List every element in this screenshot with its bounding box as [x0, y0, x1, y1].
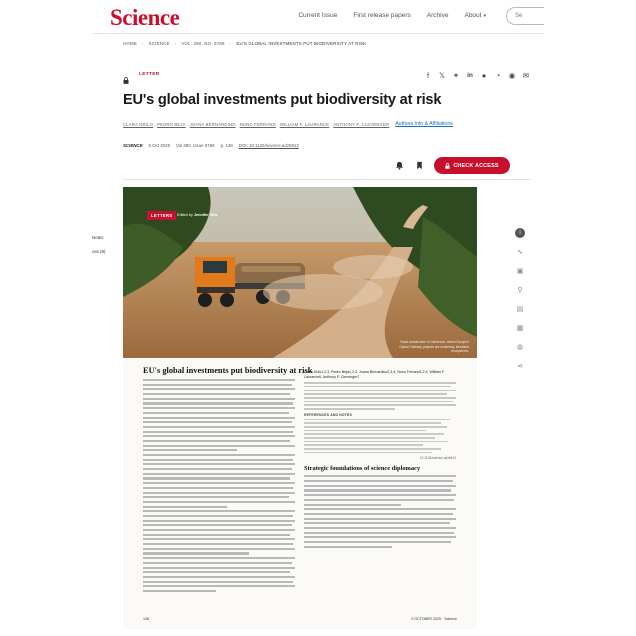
article-type-row	[123, 70, 531, 82]
edited-by-prefix: Edited by	[177, 213, 193, 217]
right-rail-tools	[513, 228, 527, 371]
journal-name[interactable]: SCIENCE	[123, 143, 143, 148]
page-headline: EU's global investments put biodiversity at risk	[143, 366, 313, 375]
author-link[interactable]: NUNO FERRAND	[239, 122, 276, 127]
x-twitter-icon[interactable]: 𝕏	[438, 70, 446, 80]
science-logo[interactable]: Science	[110, 5, 180, 30]
reddit-icon[interactable]: ●	[481, 70, 487, 80]
doi-link[interactable]: DOI: 10.1126/science.adz6913	[238, 143, 299, 148]
table-icon[interactable]: ▦	[516, 325, 524, 332]
page-folio: 138	[143, 617, 149, 621]
nav-about[interactable]	[464, 12, 486, 19]
wechat-icon[interactable]: ◔	[495, 70, 501, 80]
page-footer	[143, 617, 457, 621]
breadcrumb-separator: ›	[141, 41, 144, 46]
breadcrumb	[123, 41, 366, 46]
site-header	[92, 0, 544, 34]
left-column-text	[143, 379, 295, 595]
second-letter-headline: Strategic foundations of science diplomacy	[304, 465, 421, 473]
nav-first-release[interactable]: First release papers	[353, 12, 411, 19]
authors-info-affiliations-link[interactable]: Authors Info & Affiliations	[395, 121, 453, 127]
check-access-button[interactable]	[434, 157, 510, 174]
author-link[interactable]: CLARA GRILO	[123, 122, 154, 127]
page-number: p. 138	[220, 143, 233, 148]
affiliation-lines	[304, 382, 456, 409]
facebook-icon[interactable]: f	[426, 70, 430, 80]
article-actions	[394, 157, 510, 174]
editor-name: Jennifer Sills	[193, 213, 218, 217]
linkedin-icon[interactable]: in	[467, 71, 473, 79]
divider	[123, 179, 531, 180]
metrics-icon[interactable]: ∿	[517, 249, 523, 256]
search-input[interactable]: Se	[506, 7, 544, 25]
side-references-label[interactable]: ces (8)	[92, 249, 106, 254]
lock-icon	[123, 71, 129, 78]
nav-archive[interactable]: Archive	[426, 12, 449, 19]
link-icon[interactable]: ⚲	[517, 287, 523, 294]
bell-icon[interactable]	[394, 161, 404, 171]
side-panel-partial	[92, 231, 105, 259]
edited-by	[177, 213, 218, 217]
breadcrumb-current: EU'S GLOBAL INVESTMENTS PUT BIODIVERSITY AT RISK	[236, 41, 367, 46]
doi-stamp: 10.1126/science.adz6913	[419, 456, 456, 461]
publication-date: 9 Oct 2025	[148, 143, 171, 148]
whatsapp-icon[interactable]: ◉	[508, 70, 516, 80]
article-page-preview	[123, 187, 477, 629]
top-nav	[298, 12, 486, 19]
right-column-text	[304, 370, 456, 550]
article-title: EU's global investments put biodiversity at risk	[123, 92, 442, 108]
author-link[interactable]: JOANA BERNARDINO	[189, 122, 236, 127]
breadcrumb-separator: ›	[174, 41, 177, 46]
breadcrumb-separator: ›	[229, 41, 232, 46]
photo-caption: Road construction in Cameroon, where Europe's Global Gateway projects are underway, threatens ecosystems.	[399, 340, 469, 353]
breadcrumb-home[interactable]: HOME	[123, 41, 137, 46]
nav-current-issue[interactable]: Current Issue	[298, 12, 338, 19]
breadcrumb-science[interactable]: SCIENCE	[148, 41, 170, 46]
share-icon[interactable]: ⋖	[517, 363, 523, 370]
side-notes-label[interactable]: Notes	[92, 235, 104, 240]
chevron-down-icon: ▾	[483, 13, 486, 19]
author-list	[123, 122, 453, 128]
info-icon[interactable]: i	[515, 228, 525, 238]
article-type-label: LETTER	[139, 72, 160, 77]
lock-icon[interactable]: ▣	[516, 268, 524, 275]
volume-issue[interactable]: Vol 390, Issue 6769	[176, 143, 215, 148]
bluesky-icon[interactable]: ✶	[452, 70, 460, 80]
letters-badge: LETTERS	[147, 211, 176, 220]
figures-icon[interactable]: ◍	[516, 344, 524, 351]
share-bar	[423, 70, 531, 80]
author-link[interactable]: WILLIAM F. LAURANCE	[279, 122, 330, 127]
nav-about-label: About	[464, 12, 482, 19]
author-link[interactable]: ANTHONY P. CLEVENGER	[333, 122, 390, 127]
email-icon[interactable]: ✉	[522, 70, 530, 80]
article-photo	[123, 187, 477, 358]
document-icon[interactable]: ▤	[516, 306, 524, 313]
publication-meta	[123, 143, 299, 148]
bookmark-icon[interactable]	[414, 161, 424, 171]
reference-lines	[304, 419, 456, 454]
check-access-label: CHECK ACCESS	[453, 162, 499, 169]
page-byline: Clara Grilo1,2,3, Pedro Beja1,2,3, Joana Bernardino2,3,4, Nuno Ferrand1,2,5, William F. Laurance6, Anthony P. Clevenger7	[304, 370, 445, 379]
references-heading: REFERENCES AND NOTES	[304, 412, 352, 417]
breadcrumb-volume[interactable]: VOL. 390, NO. 6769	[181, 41, 225, 46]
lock-icon	[445, 163, 450, 169]
page-issue-date: 9 OCTOBER 2025 · Science	[411, 617, 457, 621]
author-link[interactable]: PEDRO BEJA	[157, 122, 186, 127]
second-letter-text	[304, 475, 456, 547]
